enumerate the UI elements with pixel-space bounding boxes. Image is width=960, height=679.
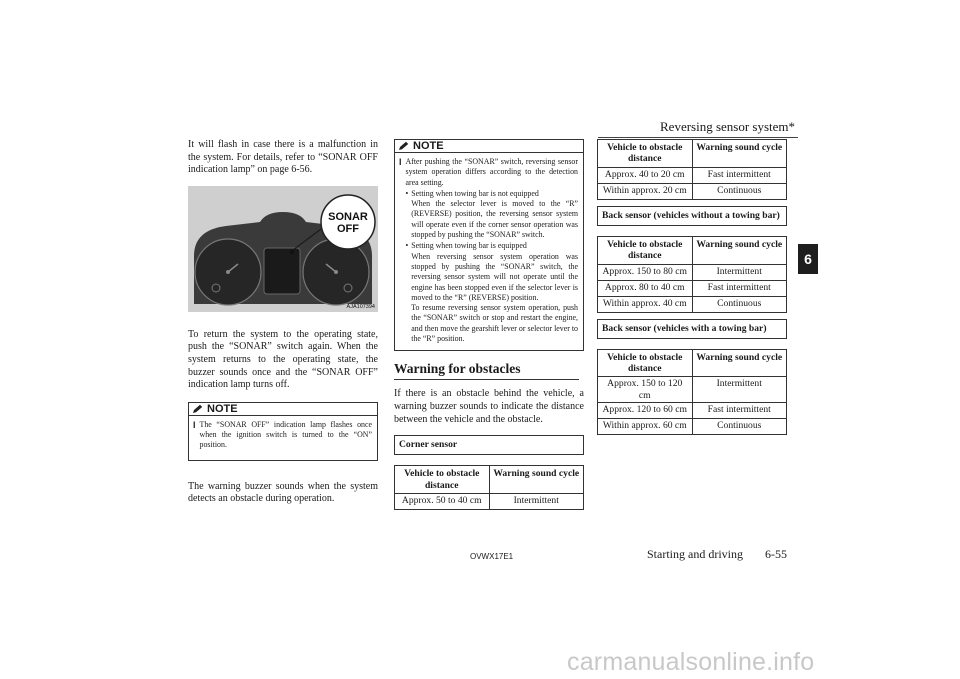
table-header-sound: Warning sound cycle (692, 140, 787, 168)
sub-item-title: Setting when towing bar is not equipped (411, 188, 539, 198)
table-header-distance: Vehicle to obstacle distance (598, 349, 693, 377)
column-right (597, 139, 787, 435)
sub-item-text: When the selector lever is moved to the “R” (REVERSE) position, the reversing sensor system will operate even if the corner sensor operation was stopped by pushing the “SONAR” switch. (411, 199, 578, 240)
buzzer-paragraph: The warning buzzer sounds when the system detects an obstacle during operation. (188, 480, 378, 505)
table-row (598, 296, 787, 312)
table-cell-distance: Approx. 40 to 20 cm (598, 167, 693, 183)
table-header-sound: Warning sound cycle (489, 466, 584, 494)
page-footer (647, 547, 797, 562)
header-rule (598, 137, 798, 138)
sub-item-text: When reversing sensor system operation was stopped by pushing the “SONAR” switch, the reversing sensor system will not operate until the engine has been stopped even if the selector lever is moved to the “R” (REVERSE) position. (411, 251, 578, 302)
corner-sensor-label: Corner sensor (394, 435, 584, 455)
note-label: NOTE (413, 140, 444, 152)
table-row (598, 167, 787, 183)
back-sensor-towbar-label: Back sensor (vehicles with a towing bar) (597, 319, 787, 339)
note-label: NOTE (207, 402, 238, 415)
dashboard-illustration (188, 186, 378, 312)
table-header-distance: Vehicle to obstacle distance (395, 466, 490, 494)
return-paragraph: To return the system to the operating state, push the “SONAR” switch again. When the system returns to the operating state, the buzzer sounds once and the “SONAR OFF” indication lamp turns off. (188, 328, 378, 391)
table-cell-sound: Intermittent (489, 493, 584, 509)
table-row (598, 377, 787, 403)
corner-sensor-table-continued (597, 139, 787, 200)
watermark-text: carmanualsonline.info (567, 648, 815, 676)
note-header (189, 403, 377, 416)
pencil-note-icon (398, 141, 410, 151)
note-header (395, 140, 583, 153)
column-left (188, 139, 378, 506)
table-cell-sound: Continuous (692, 183, 787, 199)
note-box-switch (394, 139, 584, 351)
table-row (598, 403, 787, 419)
column-middle (394, 139, 584, 510)
note-box-lamp (188, 402, 378, 461)
bullet-icon: l (399, 157, 402, 167)
table-cell-distance: Within approx. 60 cm (598, 419, 693, 435)
table-cell-distance: Approx. 50 to 40 cm (395, 493, 490, 509)
table-row (395, 493, 584, 509)
table-cell-sound: Fast intermittent (692, 403, 787, 419)
running-header-title: Reversing sensor system* (660, 119, 796, 134)
table-header-sound: Warning sound cycle (692, 236, 787, 264)
table-cell-distance: Approx. 150 to 120 cm (598, 377, 693, 403)
note-bullet-text: The “SONAR OFF” indication lamp flashes once when the ignition switch is turned to the “ON” position. (199, 419, 372, 450)
table-cell-sound: Intermittent (692, 377, 787, 403)
table-cell-distance: Approx. 120 to 60 cm (598, 403, 693, 419)
table-cell-sound: Fast intermittent (692, 167, 787, 183)
document-code: OVWX17E1 (470, 552, 514, 561)
bullet-icon: l (193, 419, 196, 430)
back-sensor-towbar-table (597, 349, 787, 436)
corner-sensor-table (394, 465, 584, 510)
table-cell-distance: Within approx. 20 cm (598, 183, 693, 199)
sub-item-text: To resume reversing sensor system operation, push the “SONAR” switch or stop and restart the engine, and then move the gearshift lever or selector lever to the “R” position. (411, 303, 578, 344)
table-cell-distance: Approx. 80 to 40 cm (598, 280, 693, 296)
table-row (598, 280, 787, 296)
obstacle-paragraph: If there is an obstacle behind the vehicle, a warning buzzer sounds to indicate the distance between the vehicle and the obstacle. (394, 388, 584, 425)
table-cell-sound: Continuous (692, 419, 787, 435)
back-sensor-no-towbar-label: Back sensor (vehicles without a towing bar) (597, 206, 787, 226)
table-cell-distance: Approx. 150 to 80 cm (598, 264, 693, 280)
lamp-label-line1: SONAR (328, 210, 368, 223)
section-heading: Warning for obstacles (394, 361, 584, 380)
sub-item-title: Setting when towing bar is equipped (411, 241, 527, 251)
back-sensor-no-towbar-table (597, 236, 787, 313)
table-cell-distance: Within approx. 40 cm (598, 296, 693, 312)
page-number: 6-55 (765, 547, 787, 561)
table-header-distance: Vehicle to obstacle distance (598, 236, 693, 264)
table-header-distance: Vehicle to obstacle distance (598, 140, 693, 168)
table-row (598, 419, 787, 435)
footer-section-title: Starting and driving (647, 547, 743, 561)
lamp-label-line2: OFF (337, 222, 359, 235)
sub-bullet-dot: • (405, 241, 409, 251)
pencil-note-icon (192, 404, 204, 414)
table-cell-sound: Continuous (692, 296, 787, 312)
sub-bullet-dot: • (405, 188, 409, 198)
table-cell-sound: Intermittent (692, 264, 787, 280)
note-bullet-text: After pushing the “SONAR” switch, reversing sensor system operation differs according to the detection area setting. (405, 157, 578, 187)
figure-code: AJA107394 (346, 303, 375, 310)
table-cell-sound: Fast intermittent (692, 280, 787, 296)
chapter-tab: 6 (798, 244, 818, 274)
table-row (598, 264, 787, 280)
intro-paragraph: It will flash in case there is a malfunction in the system. For details, refer to “SONAR OFF indication lamp” on page 6-56. (188, 139, 378, 176)
table-header-sound: Warning sound cycle (692, 349, 787, 377)
table-row (598, 183, 787, 199)
